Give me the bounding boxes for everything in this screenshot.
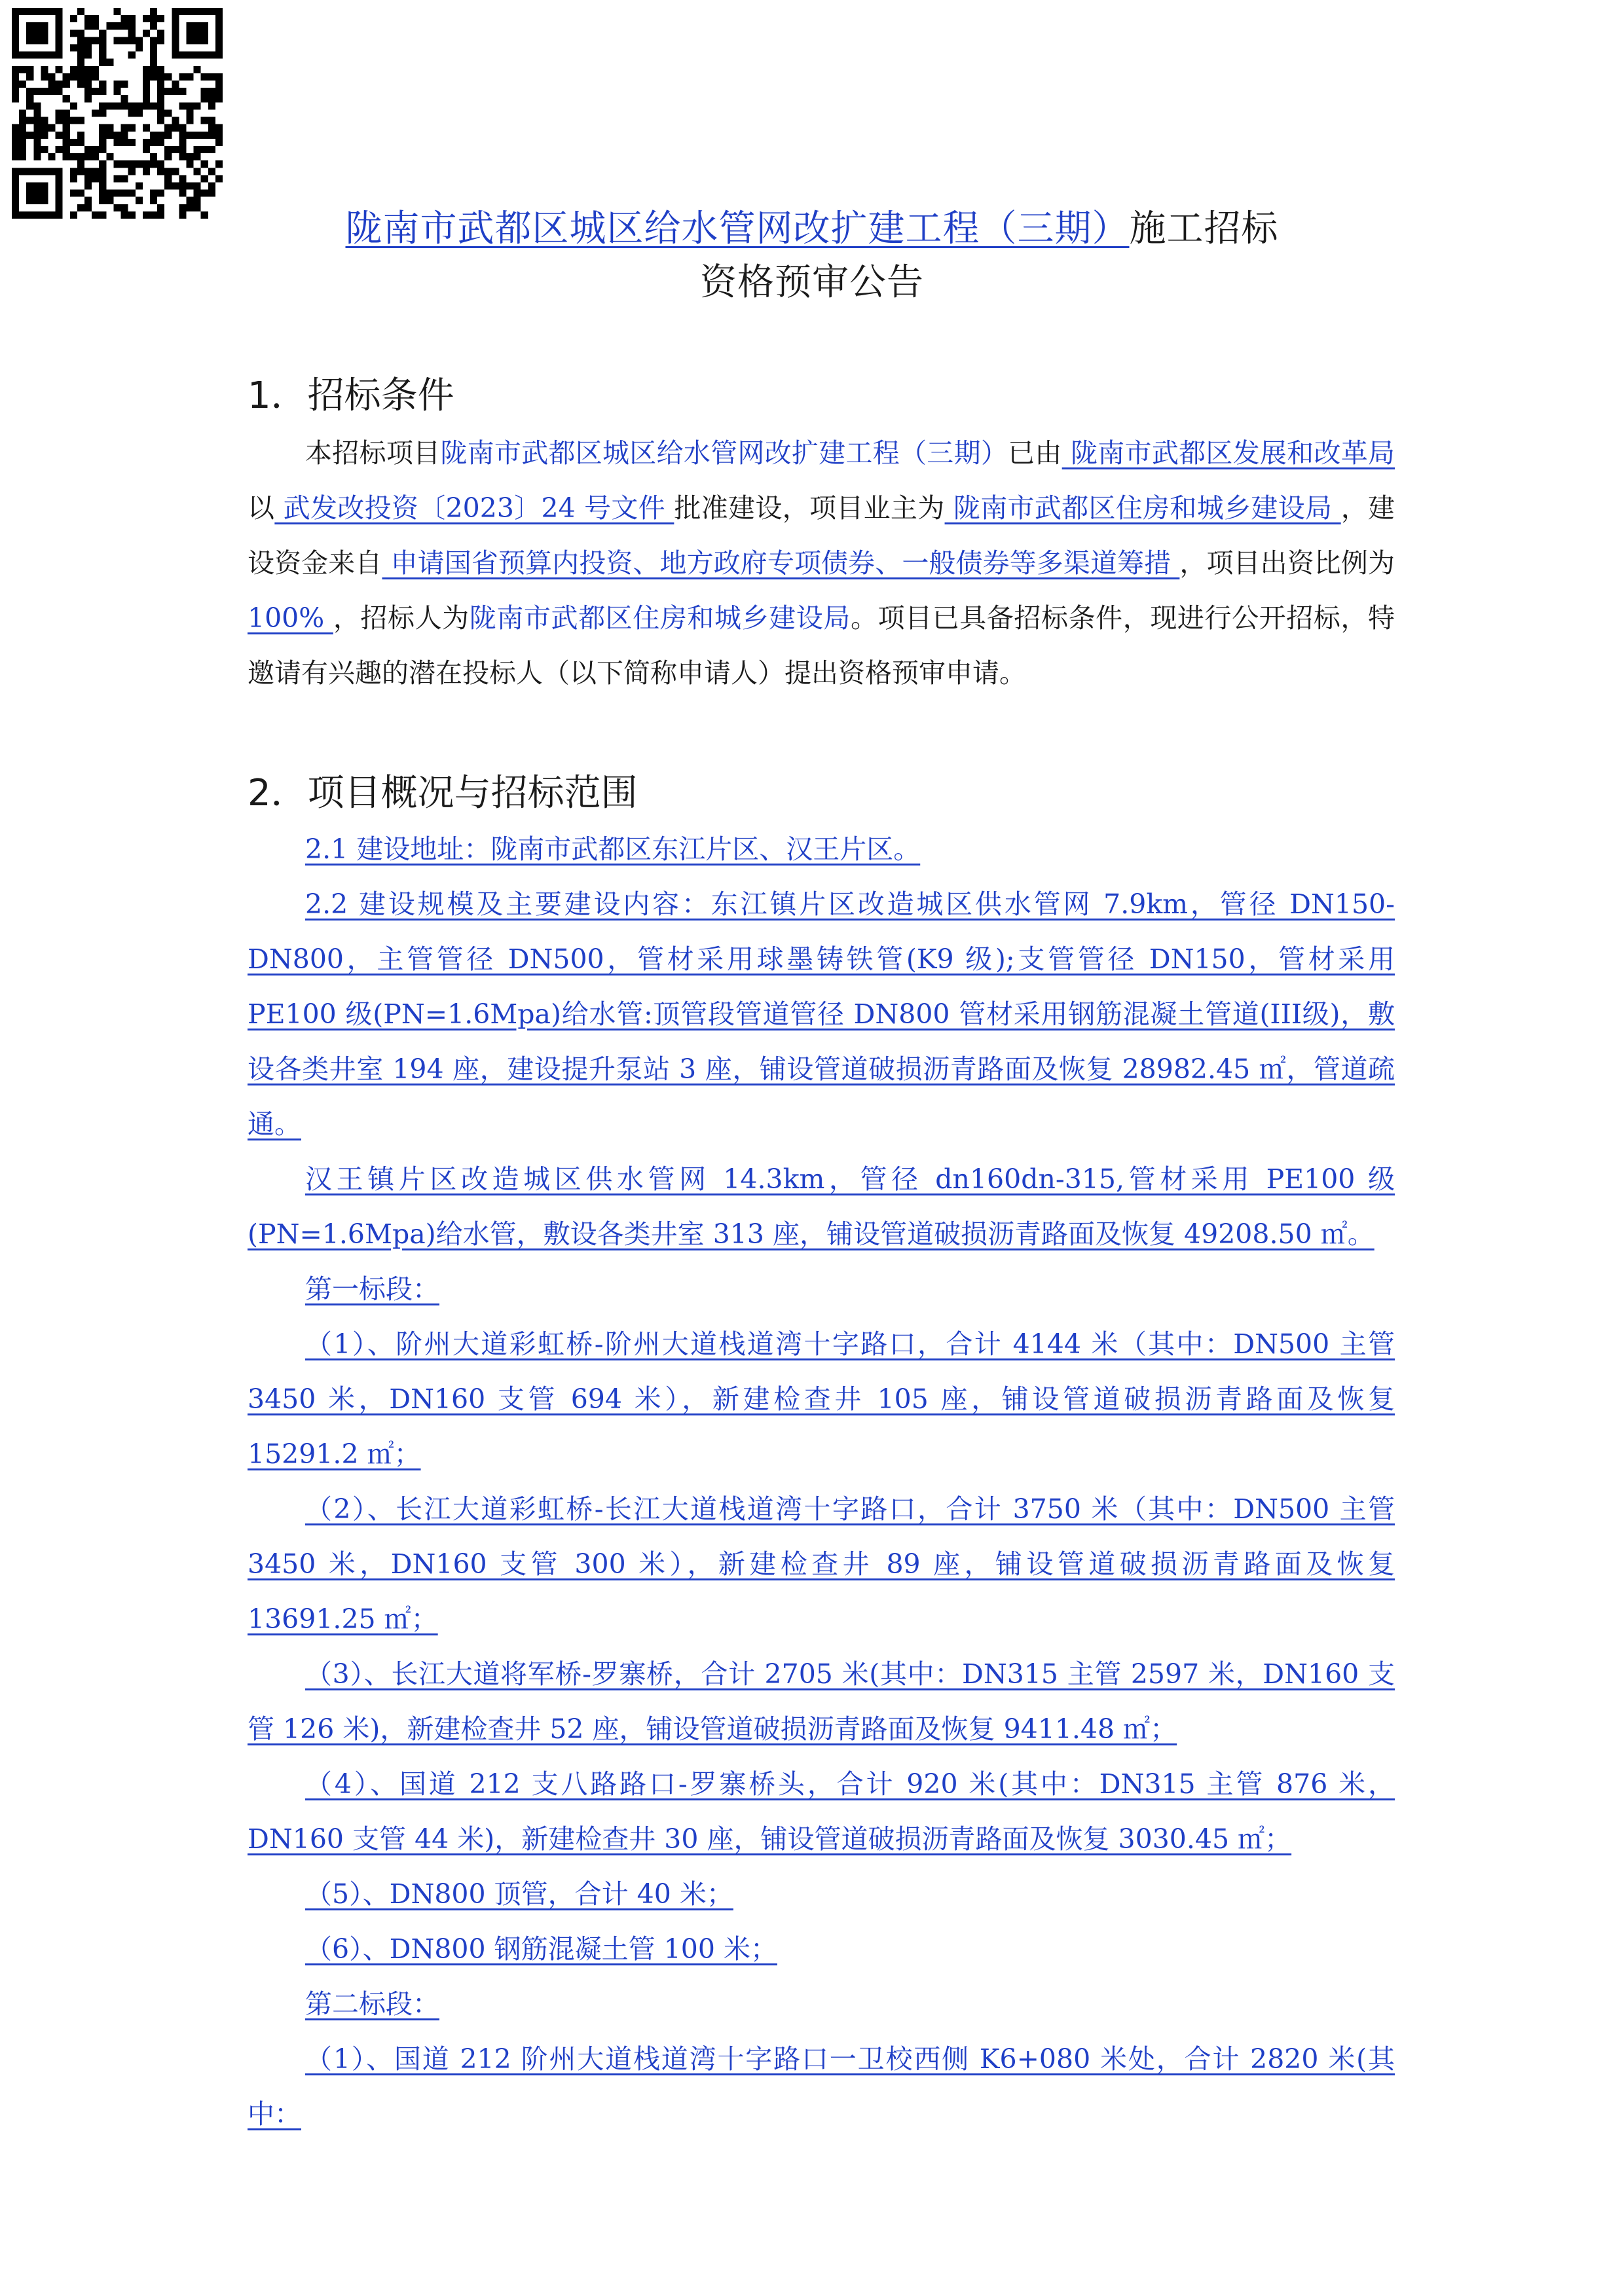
section-1-body [248, 426, 1395, 701]
hanwang-paragraph [248, 1152, 1395, 1262]
lot-1-list [248, 1317, 1395, 1977]
text-run: 已由 [1008, 437, 1062, 469]
link-run[interactable]: 申请国省预算内投资、地方政府专项债券、一般债券等多渠道筹措 [382, 547, 1180, 579]
lot-item-link[interactable]: （3）、长江大道将军桥-罗寨桥，合计 2705 米(其中：DN315 主管 2597 米，DN160 支管 126 米)，新建检查井 52 座，铺设管道破损沥青路面及恢复 9411.48 ㎡； [248, 1658, 1395, 1745]
text-run: ，项目出资比例为 [1179, 547, 1395, 579]
lot-item-link[interactable]: （6）、DN800 钢筋混凝土管 100 米； [305, 1933, 777, 1965]
section-2-body [248, 822, 1395, 2141]
lot-item [248, 2032, 1395, 2141]
lot-item [248, 1482, 1395, 1647]
lot-item-link[interactable]: （4）、国道 212 支八路路口-罗寨桥头，合计 920 米(其中：DN315 主管 876 米，DN160 支管 44 米)，新建检查井 30 座，铺设管道破损沥青路面及恢复 3030.45 ㎡； [248, 1768, 1395, 1855]
location-paragraph [248, 822, 1395, 877]
link-run[interactable]: 陇南市武都区住房和城乡建设局 [469, 602, 851, 634]
location-link[interactable]: 2.1 建设地址：陇南市武都区东江片区、汉王片区。 [305, 833, 921, 865]
link-run[interactable]: 100% [248, 602, 333, 634]
qr-code-icon [12, 8, 223, 219]
scale-link[interactable]: 2.2 建设规模及主要建设内容：东江镇片区改造城区供水管网 7.9km，管径 DN150-DN800，主管管径 DN500，管材采用球墨铸铁管(K9 级);支管管径 DN150，管材采用 PE100 级(PN=1.6Mpa)给水管:顶管段管道管径 DN800 管材采用钢筋混凝土管道(III级)，敷设各类井室 194 座，建设提升泵站 3 座，铺设管道破损沥青路面及恢复 28982.45 ㎡，管道疏通。 [248, 888, 1395, 1140]
text-run: 本招标项目 [305, 437, 441, 469]
hanwang-link[interactable]: 汉王镇片区改造城区供水管网 14.3km，管径 dn160dn-315,管材采用 PE100 级(PN=1.6Mpa)给水管，敷设各类井室 313 座，铺设管道破损沥青路面及恢复 49208.50 ㎡。 [248, 1163, 1395, 1250]
text-run: ，建设资金来自 [248, 492, 1395, 579]
lot-item [248, 1867, 1395, 1922]
lot-2-label [248, 1977, 1395, 2032]
lot-item-link[interactable]: （2）、长江大道彩虹桥-长江大道栈道湾十字路口，合计 3750 米（其中：DN500 主管 3450 米，DN160 支管 300 米），新建检查井 89 座，铺设管道破损沥青路面及恢复 13691.25 ㎡； [248, 1493, 1395, 1635]
lot-item [248, 1647, 1395, 1757]
lot-item-link[interactable]: （1）、阶州大道彩虹桥-阶州大道栈道湾十字路口，合计 4144 米（其中：DN500 主管 3450 米，DN160 支管 694 米），新建检查井 105 座，铺设管道破损沥青路面及恢复 15291.2 ㎡； [248, 1328, 1395, 1470]
text-run: 批准建设，项目业主为 [674, 492, 945, 524]
lot-item [248, 1922, 1395, 1977]
lot-item [248, 1317, 1395, 1482]
scale-paragraph [248, 877, 1395, 1152]
title-project-link[interactable]: 陇南市武都区城区给水管网改扩建工程（三期） [345, 208, 1130, 250]
lot-item-link[interactable]: （1）、国道 212 阶州大道栈道湾十字路口一卫校西侧 K6+080 米处，合计 2820 米(其中： [248, 2043, 1395, 2130]
text-run: 。项目已具备招标条件，现进行公开招标，特邀请有兴趣的潜在投标人（以下简称申请人）提出资格预审申请。 [248, 602, 1395, 689]
page-subtitle: 资格预审公告 [700, 261, 924, 304]
text-run: ，招标人为 [333, 602, 470, 634]
lot-item-link[interactable]: （5）、DN800 顶管，合计 40 米； [305, 1878, 733, 1910]
lot-item [248, 1757, 1395, 1867]
tender-conditions-paragraph [248, 426, 1395, 701]
lot-1-label [248, 1262, 1395, 1317]
lot-2-list [248, 2032, 1395, 2141]
page-title [0, 203, 1624, 255]
lot-1-link[interactable]: 第一标段： [305, 1273, 439, 1305]
link-run[interactable]: 陇南市武都区发展和改革局 [1061, 437, 1395, 469]
link-run[interactable]: 武发改投资〔2023〕24 号文件 [274, 492, 674, 524]
title-suffix: 施工招标 [1129, 208, 1279, 250]
link-run[interactable]: 陇南市武都区住房和城乡建设局 [944, 492, 1341, 524]
section-heading-1: 1．招标条件 [248, 374, 454, 417]
lot-2-link[interactable]: 第二标段： [305, 1988, 439, 2020]
link-run[interactable]: 陇南市武都区城区给水管网改扩建工程（三期） [440, 437, 1008, 469]
text-run: 以 [248, 492, 275, 524]
section-heading-2: 2．项目概况与招标范围 [248, 772, 638, 814]
